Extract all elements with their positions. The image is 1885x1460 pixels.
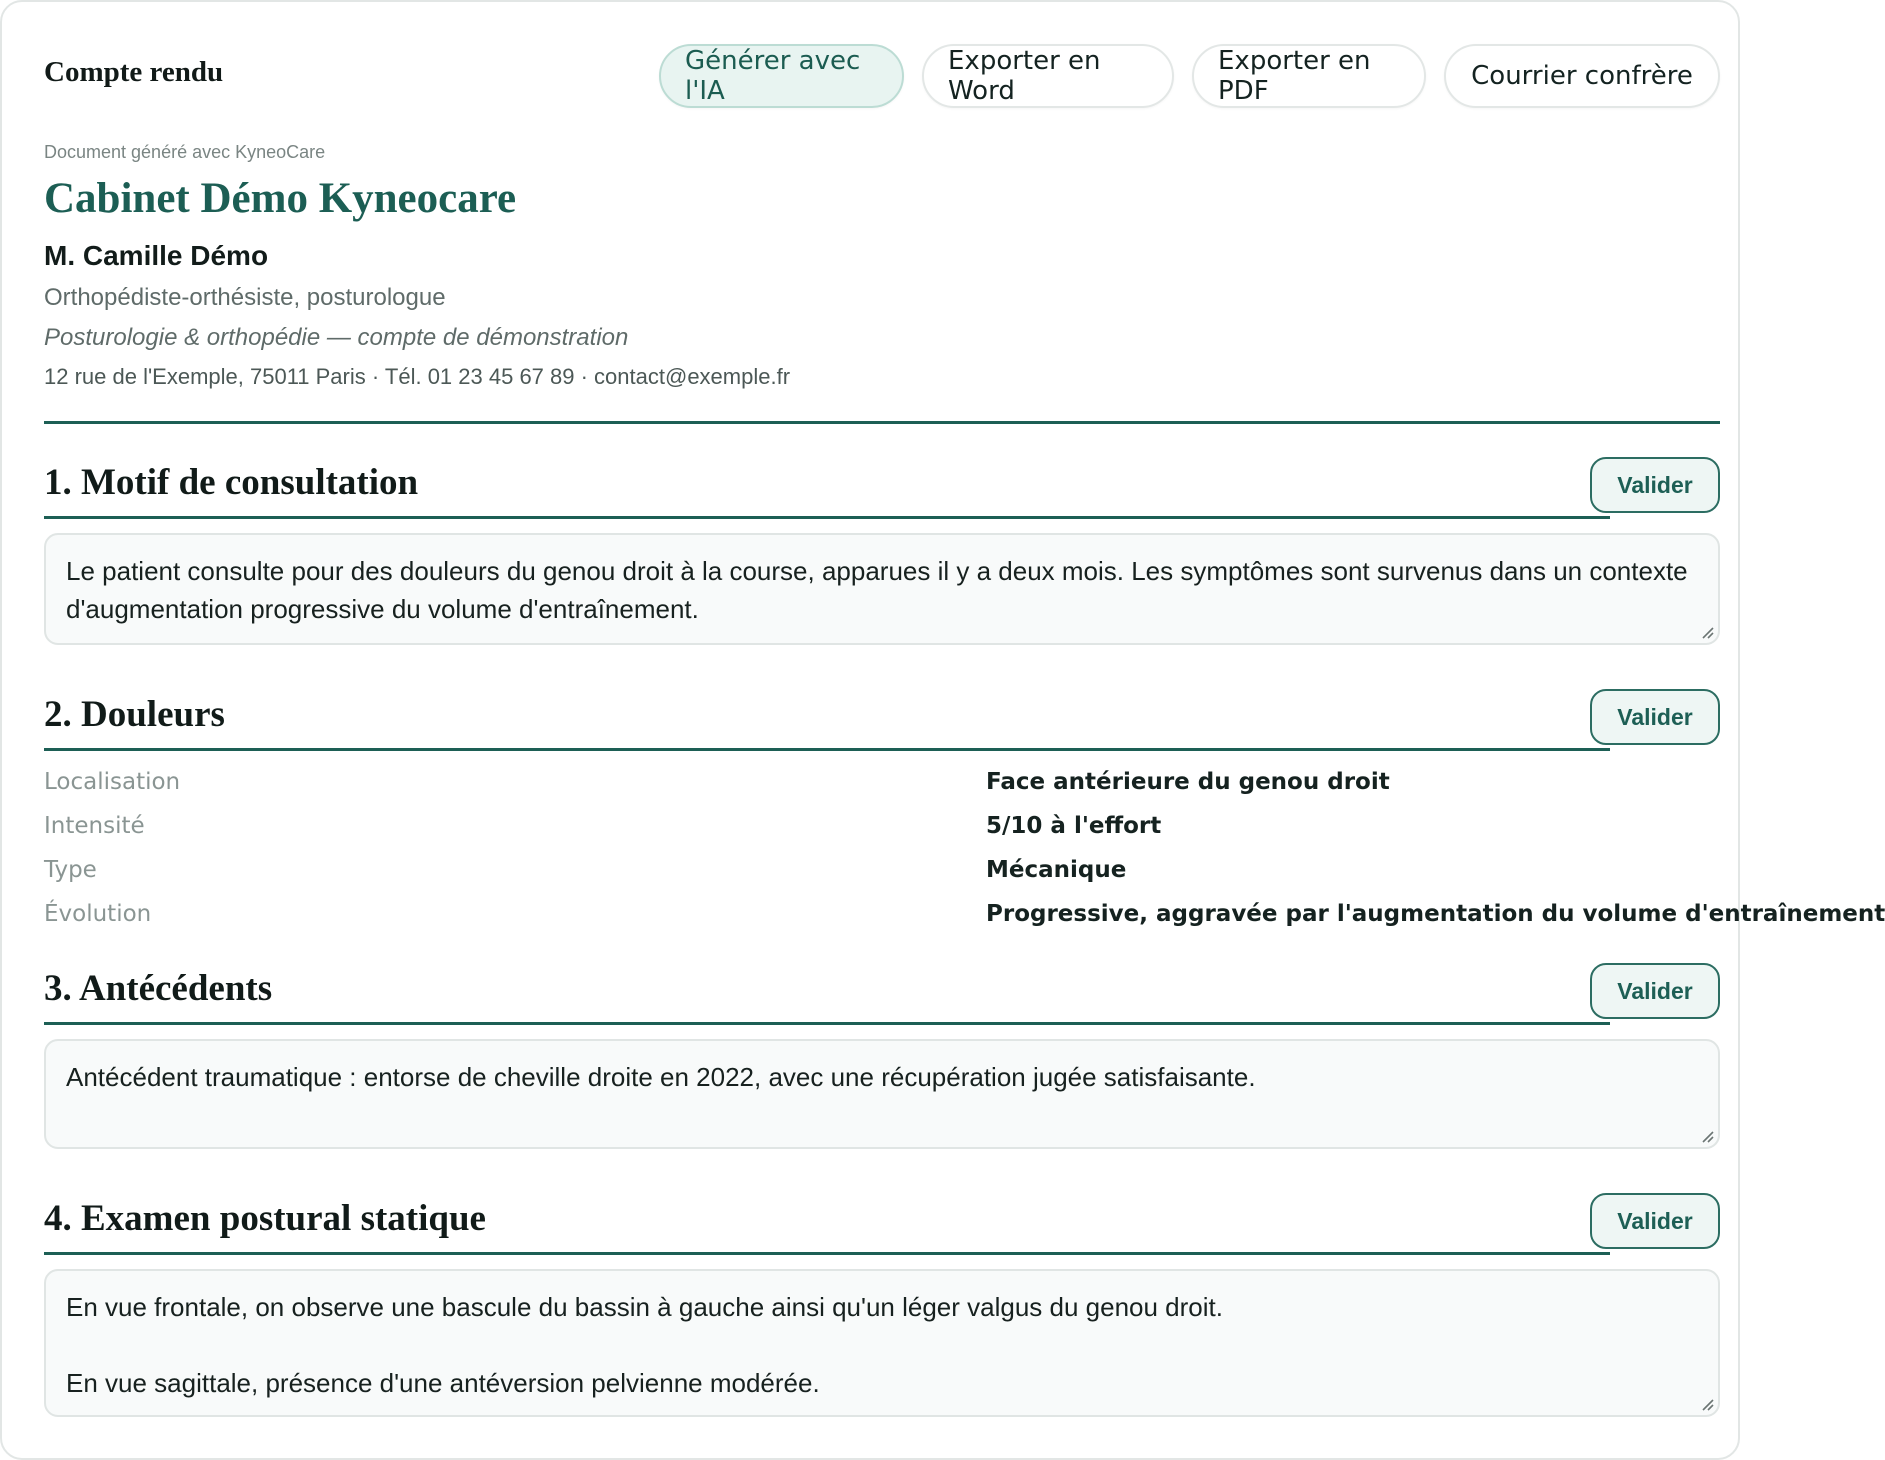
pain-value: Mécanique: [986, 857, 1127, 883]
generated-note: Document généré avec KyneoCare: [44, 142, 326, 162]
validate-motif-button[interactable]: Valider: [1590, 457, 1720, 513]
motif-text: Le patient consulte pour des douleurs du genou droit à la course, apparues il y a deux mois. Les symptômes sont survenus dans un contexte d'augmentation progressive du volume d'entraînement.: [66, 556, 1688, 624]
antecedents-text: Antécédent traumatique : entorse de cheville droite en 2022, avec une récupération jugée satisfaisante.: [66, 1062, 1256, 1092]
examen-textarea[interactable]: [44, 1269, 1720, 1417]
section-examen-title: 4. Examen postural statique: [44, 1198, 486, 1239]
pain-row-type: [44, 857, 1720, 889]
section-antecedents-title: 3. Antécédents: [44, 968, 273, 1009]
cabinet-name: Cabinet Démo Kyneocare: [44, 175, 517, 222]
header-divider: [44, 421, 1720, 424]
validate-antecedents-button[interactable]: Valider: [1590, 963, 1720, 1019]
resize-handle-icon[interactable]: [1700, 1129, 1714, 1143]
section-antecedents-header: [44, 963, 1720, 1033]
letter-colleague-button[interactable]: Courrier confrère: [1444, 44, 1720, 108]
antecedents-textarea[interactable]: [44, 1039, 1720, 1149]
pain-label: Évolution: [44, 901, 152, 927]
section-douleurs-title: 2. Douleurs: [44, 694, 225, 735]
pain-value: Progressive, aggravée par l'augmentation du volume d'entraînement: [986, 901, 1885, 927]
practitioner-specialty: Orthopédiste-orthésiste, posturologue: [44, 284, 446, 311]
practice-tagline: Posturologie & orthopédie — compte de démonstration: [44, 324, 629, 351]
section-examen-header: [44, 1193, 1720, 1263]
section-douleurs-header: [44, 689, 1720, 759]
pain-row-localisation: [44, 769, 1720, 801]
export-word-button[interactable]: Exporter en Word: [922, 44, 1174, 108]
validate-examen-button[interactable]: Valider: [1590, 1193, 1720, 1249]
section-divider: [44, 516, 1610, 519]
toolbar-actions: [659, 44, 1720, 108]
pain-value: 5/10 à l'effort: [986, 813, 1162, 839]
motif-textarea[interactable]: [44, 533, 1720, 645]
section-motif-header: [44, 457, 1720, 527]
pain-label: Type: [44, 857, 97, 883]
section-divider: [44, 1252, 1610, 1255]
practitioner-name: M. Camille Démo: [44, 240, 269, 271]
validate-douleurs-button[interactable]: Valider: [1590, 689, 1720, 745]
resize-handle-icon[interactable]: [1700, 625, 1714, 639]
examen-paragraph-sagittal: En vue sagittale, présence d'une antéversion pelvienne modérée.: [66, 1368, 820, 1398]
pain-value: Face antérieure du genou droit: [986, 769, 1390, 795]
section-divider: [44, 1022, 1610, 1025]
pain-row-intensite: [44, 813, 1720, 845]
practice-address: 12 rue de l'Exemple, 75011 Paris · Tél. 01 23 45 67 89 · contact@exemple.fr: [44, 364, 791, 389]
resize-handle-icon[interactable]: [1700, 1397, 1714, 1411]
section-motif-title: 1. Motif de consultation: [44, 462, 419, 503]
section-divider: [44, 748, 1610, 751]
panel-title: Compte rendu: [44, 56, 224, 88]
report-toolbar: [44, 44, 1720, 110]
generate-ai-button[interactable]: Générer avec l'IA: [659, 44, 904, 108]
pain-row-evolution: [44, 901, 1885, 933]
examen-paragraph-frontal: En vue frontale, on observe une bascule du bassin à gauche ainsi qu'un léger valgus du genou droit.: [66, 1292, 1223, 1322]
pain-label: Intensité: [44, 813, 145, 839]
pain-label: Localisation: [44, 769, 181, 795]
export-pdf-button[interactable]: Exporter en PDF: [1192, 44, 1426, 108]
